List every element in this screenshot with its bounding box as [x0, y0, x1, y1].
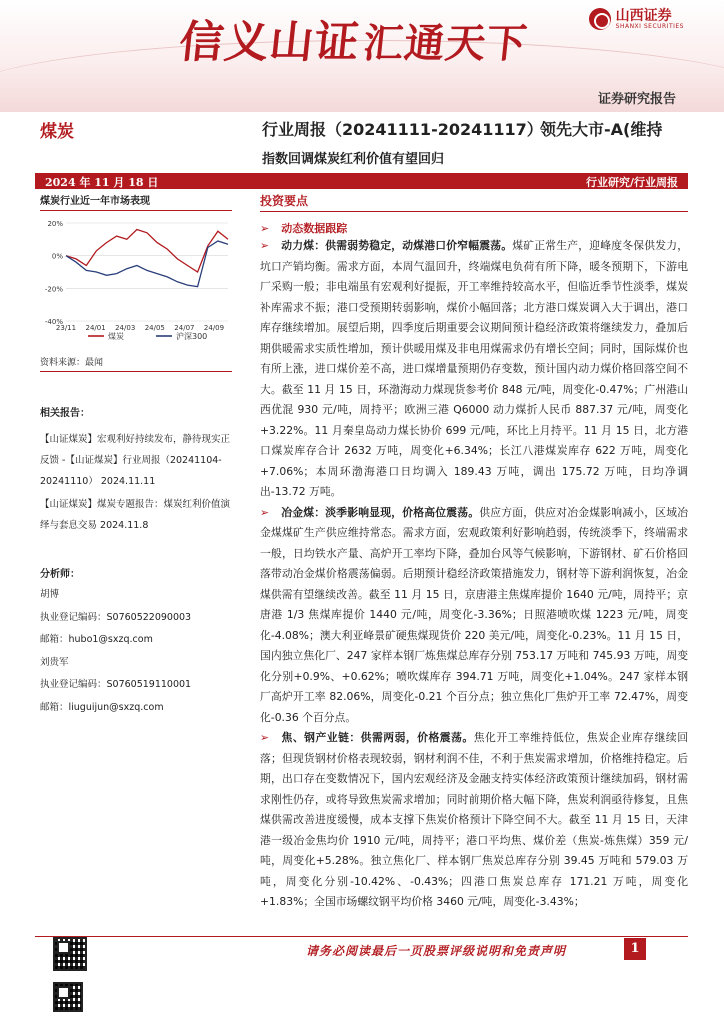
legend-label: 煤炭 — [108, 332, 124, 341]
series-line — [66, 241, 228, 287]
x-tick-label: 24/07 — [174, 324, 195, 332]
report-kind: 证券研究报告 — [597, 92, 676, 107]
paragraph-lead: 焦、钢产业链：供需两弱，价格震荡。 — [281, 731, 474, 744]
main-column — [260, 192, 688, 913]
related-heading: 相关报告： — [40, 408, 90, 419]
analyst-code: 执业登记编码：S0760519110001 — [40, 679, 192, 690]
market-performance-chart — [40, 217, 232, 347]
paragraph-lead: 冶金煤：淡季影响显现，价格高位震荡。 — [281, 505, 480, 519]
logo-name-en: SHANXI SECURITIES — [615, 22, 684, 30]
qr-code-icon — [53, 982, 83, 1012]
related-reports — [40, 429, 232, 538]
slogan-part2: 汇通天下 — [360, 20, 530, 67]
y-tick-label: -20% — [44, 285, 63, 294]
analyst-heading: 分析师： — [40, 569, 80, 580]
analyst-code: 执业登记编码：S0760522090003 — [40, 611, 192, 623]
section-heading — [260, 220, 688, 236]
related-report-item[interactable]: 【山证煤炭】宏观利好持续发布，静待现实正反馈 -【山证煤炭】行业周报（20241104-20241110） 2024.11.11 — [40, 434, 231, 487]
paragraph-text: 煤矿正常生产，迎峰度冬保供发力，坑口产销均衡。需求方面，本周气温回升，终端煤电负荷有所下降，暖冬预期下，下游电厂采购一般；非电端虽有宏观利好提振，开工率维持较高水平，但临近季节性淡季，煤炭补库需求不振；港口受预期转弱影响，煤价小幅回落；北方港口煤炭调入大于调出，港口库存继续增加。展望后期，四季度后期重要会议期间预计稳经济政策将继续发力，叠加后期供暖需求实质性增加，预计供暖用煤及非电用煤需求仍有增长空间；同时，国际煤价也有所上涨，进口煤价差不高，进口煤增量预期仍存变数，预计国内动力煤价格回落空间不大。截至 11 月 15 日，环渤海动力煤现货参考价 848 元/吨，周变化-0.47%；广州港山西优混 930 元/吨，周持平；欧洲三港 Q6000 动力煤折人民币 887.37 元/吨，周变化+3.22%。11 月秦皇岛动力煤长协价 699 元/吨，环比上月持平。11 月 15 日，北方港口煤炭库存合计 2632 万吨，周变化+6.34%；长江八港煤炭库存 622 万吨，周变化+7.06%；本周环渤海港口日均调入 189.43 万吨，调出 175.72 万吨，日均净调出-13.72 万吨。 — [260, 239, 689, 498]
paragraph-text: 供应方面，供应对冶金煤影响减小，区域冶金煤煤矿生产供应维持常态。需求方面，宏观政策利好影响趋弱，传统淡季下，终端需求一般，日均铁水产量、高炉开工率均下降，叠加台风等气候影响，下游钢材、矿石价格回落带动冶金煤价格震荡偏弱。后期预计稳经济政策措施发力，钢材等下游利润恢复，冶金煤供需有望继续改善。截至 11 月 15 日，京唐港主焦煤库提价 1640 元/吨，周持平；京唐港 1/3 焦煤库提价 1440 元/吨，周变化-3.36%；日照港喷吹煤 1223 元/吨，周变化-4.08%；澳大利亚峰景矿硬焦煤现货价 220 美元/吨，周变化-0.23%。11 月 15 日，国内独立焦化厂、247 家样本钢厂炼焦煤总库存分别 753.17 万吨和 745.93 万吨，周变化分别+0.9%、+0.62%；喷吹煤库存 394.71 万吨，周变化+1.04%。247 家样本钢厂高炉开工率 82.06%，周变化-0.21 个百分点；独立焦化厂焦炉开工率 72.47%，周变化-0.36 个百分点。 — [260, 505, 689, 724]
investment-heading: 投资要点 — [260, 192, 688, 212]
x-tick-label: 24/09 — [203, 324, 225, 332]
x-tick-label: 24/01 — [85, 324, 106, 332]
paragraph-thermal-coal — [260, 236, 688, 503]
arrow-icon: ➢ — [260, 222, 270, 235]
slogan-part1: 信义山证 — [176, 17, 363, 68]
date-bar — [35, 173, 688, 189]
paragraph-coke-steel — [260, 728, 688, 913]
analyst-email[interactable]: 邮箱：hubo1@sxzq.com — [40, 634, 153, 645]
left-column — [40, 192, 232, 372]
chart-container — [40, 217, 232, 351]
chart-title: 煤炭行业近一年市场表现 — [40, 192, 232, 211]
report-subtitle: 指数回调煤炭红利价值有望回归 — [262, 152, 445, 167]
paragraph-coking-coal — [260, 503, 688, 729]
paragraph-lead: 动力煤：供需弱势稳定，动煤港口价窄幅震荡。 — [281, 239, 513, 252]
analyst-name: 胡博 — [40, 589, 60, 600]
y-tick-label: 20% — [47, 220, 63, 228]
logo-mark-icon — [589, 8, 611, 30]
x-tick-label: 24/03 — [115, 324, 136, 332]
chart-source: 资料来源：最闻 — [40, 355, 232, 372]
x-tick-label: 23/11 — [55, 324, 77, 332]
arrow-icon: ➢ — [260, 505, 270, 519]
analyst-email[interactable]: 邮箱：liuguijun@sxzq.com — [40, 701, 164, 713]
analyst-name: 刘贵军 — [40, 656, 69, 668]
header-banner — [0, 0, 724, 112]
y-tick-label: 0% — [51, 252, 63, 261]
paragraph-text: 焦化开工率维持低位，焦炭企业库存继续回落；但现货钢材价格表现较弱，钢材利润不佳，不利于焦炭需求增加，价格维持稳定。后期，出口存在变数情况下，国内宏观经济及金融支持实体经济政策预计继续加码，钢材需求刚性仍存，或将导致焦炭需求增加；同时前期价格大幅下降，焦炭利润亟待修复，且焦煤供需改善进度缓慢，成本支撑下焦炭价格预计下降空间不大。截至 11 月 15 日，天津港一级冶金焦均价 1910 元/吨，周持平；港口平均焦、煤价差（焦炭-炼焦煤）359 元/吨，周变化+5.28%。独立焦化厂、样本钢厂焦炭总库存分别 39.45 万吨和 579.03 万吨，周变化分别-10.42%、-0.43%；四港口焦炭总库存 171.21 万吨，周变化+1.83%；全国市场螺纹钢平均价格 3460 元/吨，周变化-3.43%； — [260, 731, 689, 908]
footer-line — [35, 936, 688, 937]
x-tick-label: 24/05 — [144, 324, 165, 332]
arrow-icon: ➢ — [260, 731, 270, 744]
logo-name: 山西证券 — [615, 7, 672, 24]
page-number: 1 — [624, 938, 646, 960]
report-category: 行业研究/行业周报 — [585, 176, 678, 189]
industry-name: 煤炭 — [40, 122, 74, 142]
company-logo — [589, 8, 684, 30]
analyst-list — [40, 584, 232, 719]
report-title: 行业周报（20241111-20241117） — [262, 120, 543, 139]
arrow-icon: ➢ — [260, 239, 270, 252]
title-row — [0, 112, 724, 170]
report-date: 2024 年 11 月 18 日 — [45, 176, 159, 189]
rating: 领先大市-A(维持 — [540, 120, 663, 139]
y-tick-label: -40% — [44, 318, 63, 326]
legend-label: 沪深300 — [176, 332, 208, 341]
qr-code-icon — [53, 937, 87, 971]
disclaimer: 请务必阅读最后一页股票评级说明和免责声明 — [306, 944, 567, 958]
related-report-item[interactable]: 【山证煤炭】煤炭专题报告：煤炭红利价值演绎与套息交易 2024.11.8 — [40, 499, 231, 531]
slogan — [177, 6, 532, 70]
section-title: 动态数据跟踪 — [281, 222, 348, 235]
